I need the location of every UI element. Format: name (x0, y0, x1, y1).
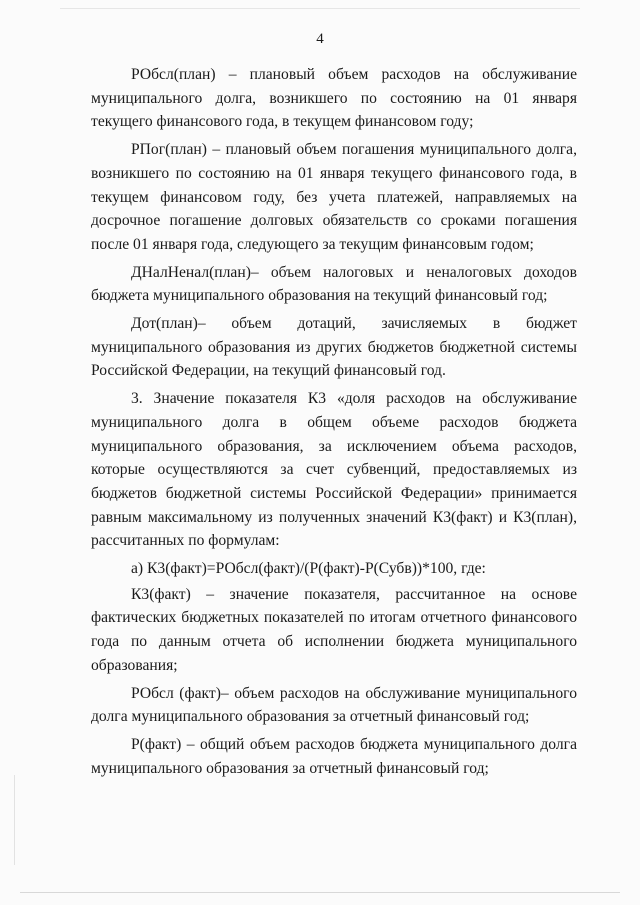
scan-artifact-left (14, 775, 15, 865)
document-body (91, 63, 577, 784)
scan-artifact-top (60, 8, 580, 9)
paragraph-rpog-plan: РПог(план) – плановый объем погашения муниципального долга, возникшего по состоянию на 01 января текущего финансового года, в текущем финансовом году, без учета платежей, направляемых на досрочное погашение долговых обязательств со сроками погашения после 01 января года, следующего за текущим финансовым годом; (91, 141, 577, 253)
paragraph-robsl-plan: РОбсл(план) – плановый объем расходов на обслуживание муниципального долга, возникшего по состоянию на 01 января текущего финансового года, в текущем финансовом году; (91, 66, 577, 131)
formula-k3-fact: а) К3(факт)=РОбсл(факт)/(Р(факт)-Р(Субв))*100, где: (131, 560, 486, 578)
paragraph-r-fact: Р(факт) – общий объем расходов бюджета муниципального долга муниципального образования за отчетный финансовый год; (91, 735, 577, 777)
paragraph-k3-definition: 3. Значение показателя К3 «доля расходов на обслуживание муниципального долга в общем объеме расходов бюджета муниципального образования, за исключением объема расходов, которые осуществляются за счет субвенций, предоставляемых из бюджетов бюджетной системы Российской Федерации» принимается равным максимальному из полученных значений К3(факт) и К3(план), рассчитанных по формулам: (91, 390, 577, 550)
page-number: 4 (316, 31, 324, 47)
paragraph-dot-plan: Дот(план)– объем дотаций, зачисляемых в бюджет муниципального образования из других бюджетов бюджетной системы Российской Федерации, на текущий финансовый год. (91, 315, 577, 380)
paragraph-k3-fact: К3(факт) – значение показателя, рассчитанное на основе фактических бюджетных показателей по итогам отчетного финансового года по данным отчета об исполнении бюджета муниципального образования; (91, 585, 577, 674)
paragraph-robsl-fact: РОбсл (факт)– объем расходов на обслуживание муниципального долга муниципального образования за отчетный финансовый год; (91, 684, 577, 726)
scan-artifact-bottom (20, 892, 620, 893)
paragraph-dnalnenal-plan: ДНалНенал(план)– объем налоговых и неналоговых доходов бюджета муниципального образования на текущий финансовый год; (91, 263, 577, 305)
